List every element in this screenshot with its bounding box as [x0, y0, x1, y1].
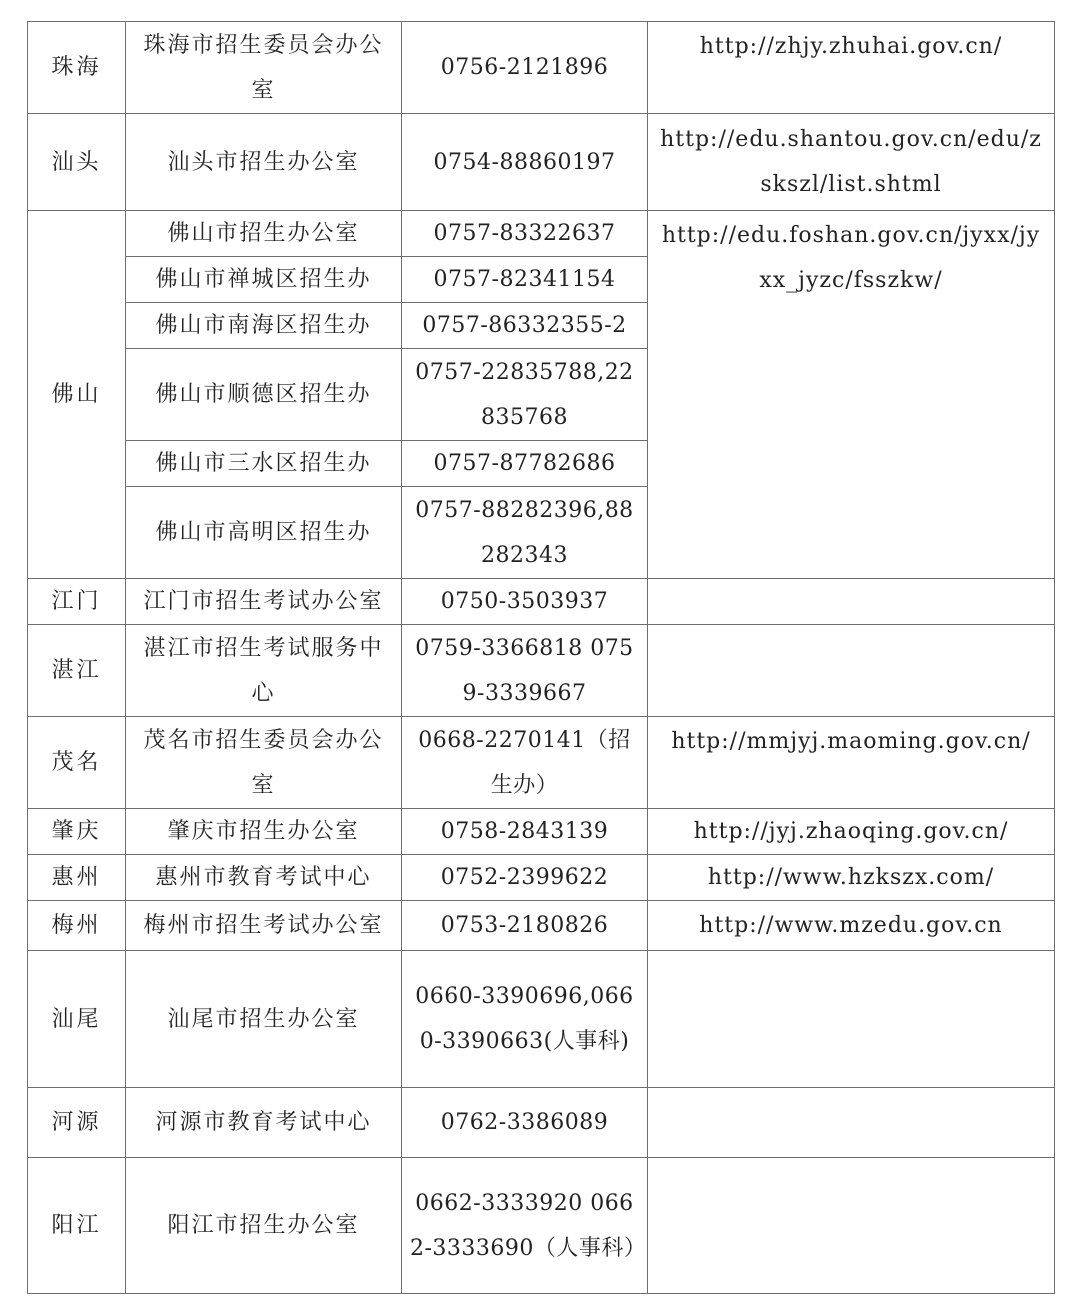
office-cell: 珠海市招生委员会办公室 [126, 22, 402, 114]
table-row [28, 951, 1055, 1088]
table-row [28, 717, 1055, 809]
phone-cell: 0660-3390696,0660-3390663(人事科) [402, 951, 648, 1088]
city-cell: 汕尾 [28, 951, 126, 1088]
website-link[interactable]: http://mmjyj.maoming.gov.cn/ [648, 717, 1055, 809]
table-row [28, 625, 1055, 717]
table-row [28, 22, 1055, 114]
city-cell: 惠州 [28, 855, 126, 901]
phone-cell: 0757-82341154 [402, 257, 648, 303]
table-row [28, 1158, 1055, 1294]
website-link[interactable]: http://zhjy.zhuhai.gov.cn/ [648, 22, 1055, 114]
phone-cell: 0662-3333920 0662-3333690（人事科） [402, 1158, 648, 1294]
city-cell: 珠海 [28, 22, 126, 114]
table-row [28, 211, 1055, 257]
website-link [648, 1088, 1055, 1158]
office-cell: 汕尾市招生办公室 [126, 951, 402, 1088]
website-link[interactable]: http://edu.foshan.gov.cn/jyxx/jyxx_jyzc/fsszkw/ [648, 211, 1055, 579]
office-cell: 佛山市高明区招生办 [126, 487, 402, 579]
office-cell: 佛山市禅城区招生办 [126, 257, 402, 303]
table-row [28, 114, 1055, 211]
contact-table-container [27, 21, 1054, 1294]
city-cell: 江门 [28, 579, 126, 625]
city-cell: 佛山 [28, 211, 126, 579]
office-cell: 佛山市顺德区招生办 [126, 349, 402, 441]
website-link [648, 951, 1055, 1088]
table-row [28, 579, 1055, 625]
website-link [648, 579, 1055, 625]
office-cell: 肇庆市招生办公室 [126, 809, 402, 855]
table-row [28, 809, 1055, 855]
table-row [28, 1088, 1055, 1158]
office-cell: 湛江市招生考试服务中心 [126, 625, 402, 717]
phone-cell: 0757-22835788,22835768 [402, 349, 648, 441]
website-link[interactable]: http://www.hzkszx.com/ [648, 855, 1055, 901]
city-cell: 梅州 [28, 901, 126, 951]
phone-cell: 0759-3366818 0759-3339667 [402, 625, 648, 717]
office-cell: 佛山市招生办公室 [126, 211, 402, 257]
table-row [28, 855, 1055, 901]
office-cell: 阳江市招生办公室 [126, 1158, 402, 1294]
office-cell: 佛山市三水区招生办 [126, 441, 402, 487]
office-cell: 河源市教育考试中心 [126, 1088, 402, 1158]
table-row [28, 901, 1055, 951]
phone-cell: 0758-2843139 [402, 809, 648, 855]
office-cell: 佛山市南海区招生办 [126, 303, 402, 349]
website-link[interactable]: http://edu.shantou.gov.cn/edu/zskszl/list.shtml [648, 114, 1055, 211]
website-link[interactable]: http://jyj.zhaoqing.gov.cn/ [648, 809, 1055, 855]
office-cell: 江门市招生考试办公室 [126, 579, 402, 625]
phone-cell: 0757-88282396,88282343 [402, 487, 648, 579]
city-cell: 肇庆 [28, 809, 126, 855]
website-link [648, 625, 1055, 717]
phone-cell: 0757-87782686 [402, 441, 648, 487]
enrollment-office-table [27, 21, 1055, 1294]
office-cell: 茂名市招生委员会办公室 [126, 717, 402, 809]
phone-cell: 0668-2270141（招生办） [402, 717, 648, 809]
phone-cell: 0753-2180826 [402, 901, 648, 951]
website-link[interactable]: http://www.mzedu.gov.cn [648, 901, 1055, 951]
city-cell: 阳江 [28, 1158, 126, 1294]
phone-cell: 0757-86332355-2 [402, 303, 648, 349]
office-cell: 惠州市教育考试中心 [126, 855, 402, 901]
city-cell: 茂名 [28, 717, 126, 809]
website-link [648, 1158, 1055, 1294]
city-cell: 河源 [28, 1088, 126, 1158]
city-cell: 湛江 [28, 625, 126, 717]
phone-cell: 0750-3503937 [402, 579, 648, 625]
city-cell: 汕头 [28, 114, 126, 211]
phone-cell: 0762-3386089 [402, 1088, 648, 1158]
phone-cell: 0757-83322637 [402, 211, 648, 257]
phone-cell: 0756-2121896 [402, 22, 648, 114]
phone-cell: 0754-88860197 [402, 114, 648, 211]
phone-cell: 0752-2399622 [402, 855, 648, 901]
office-cell: 汕头市招生办公室 [126, 114, 402, 211]
office-cell: 梅州市招生考试办公室 [126, 901, 402, 951]
